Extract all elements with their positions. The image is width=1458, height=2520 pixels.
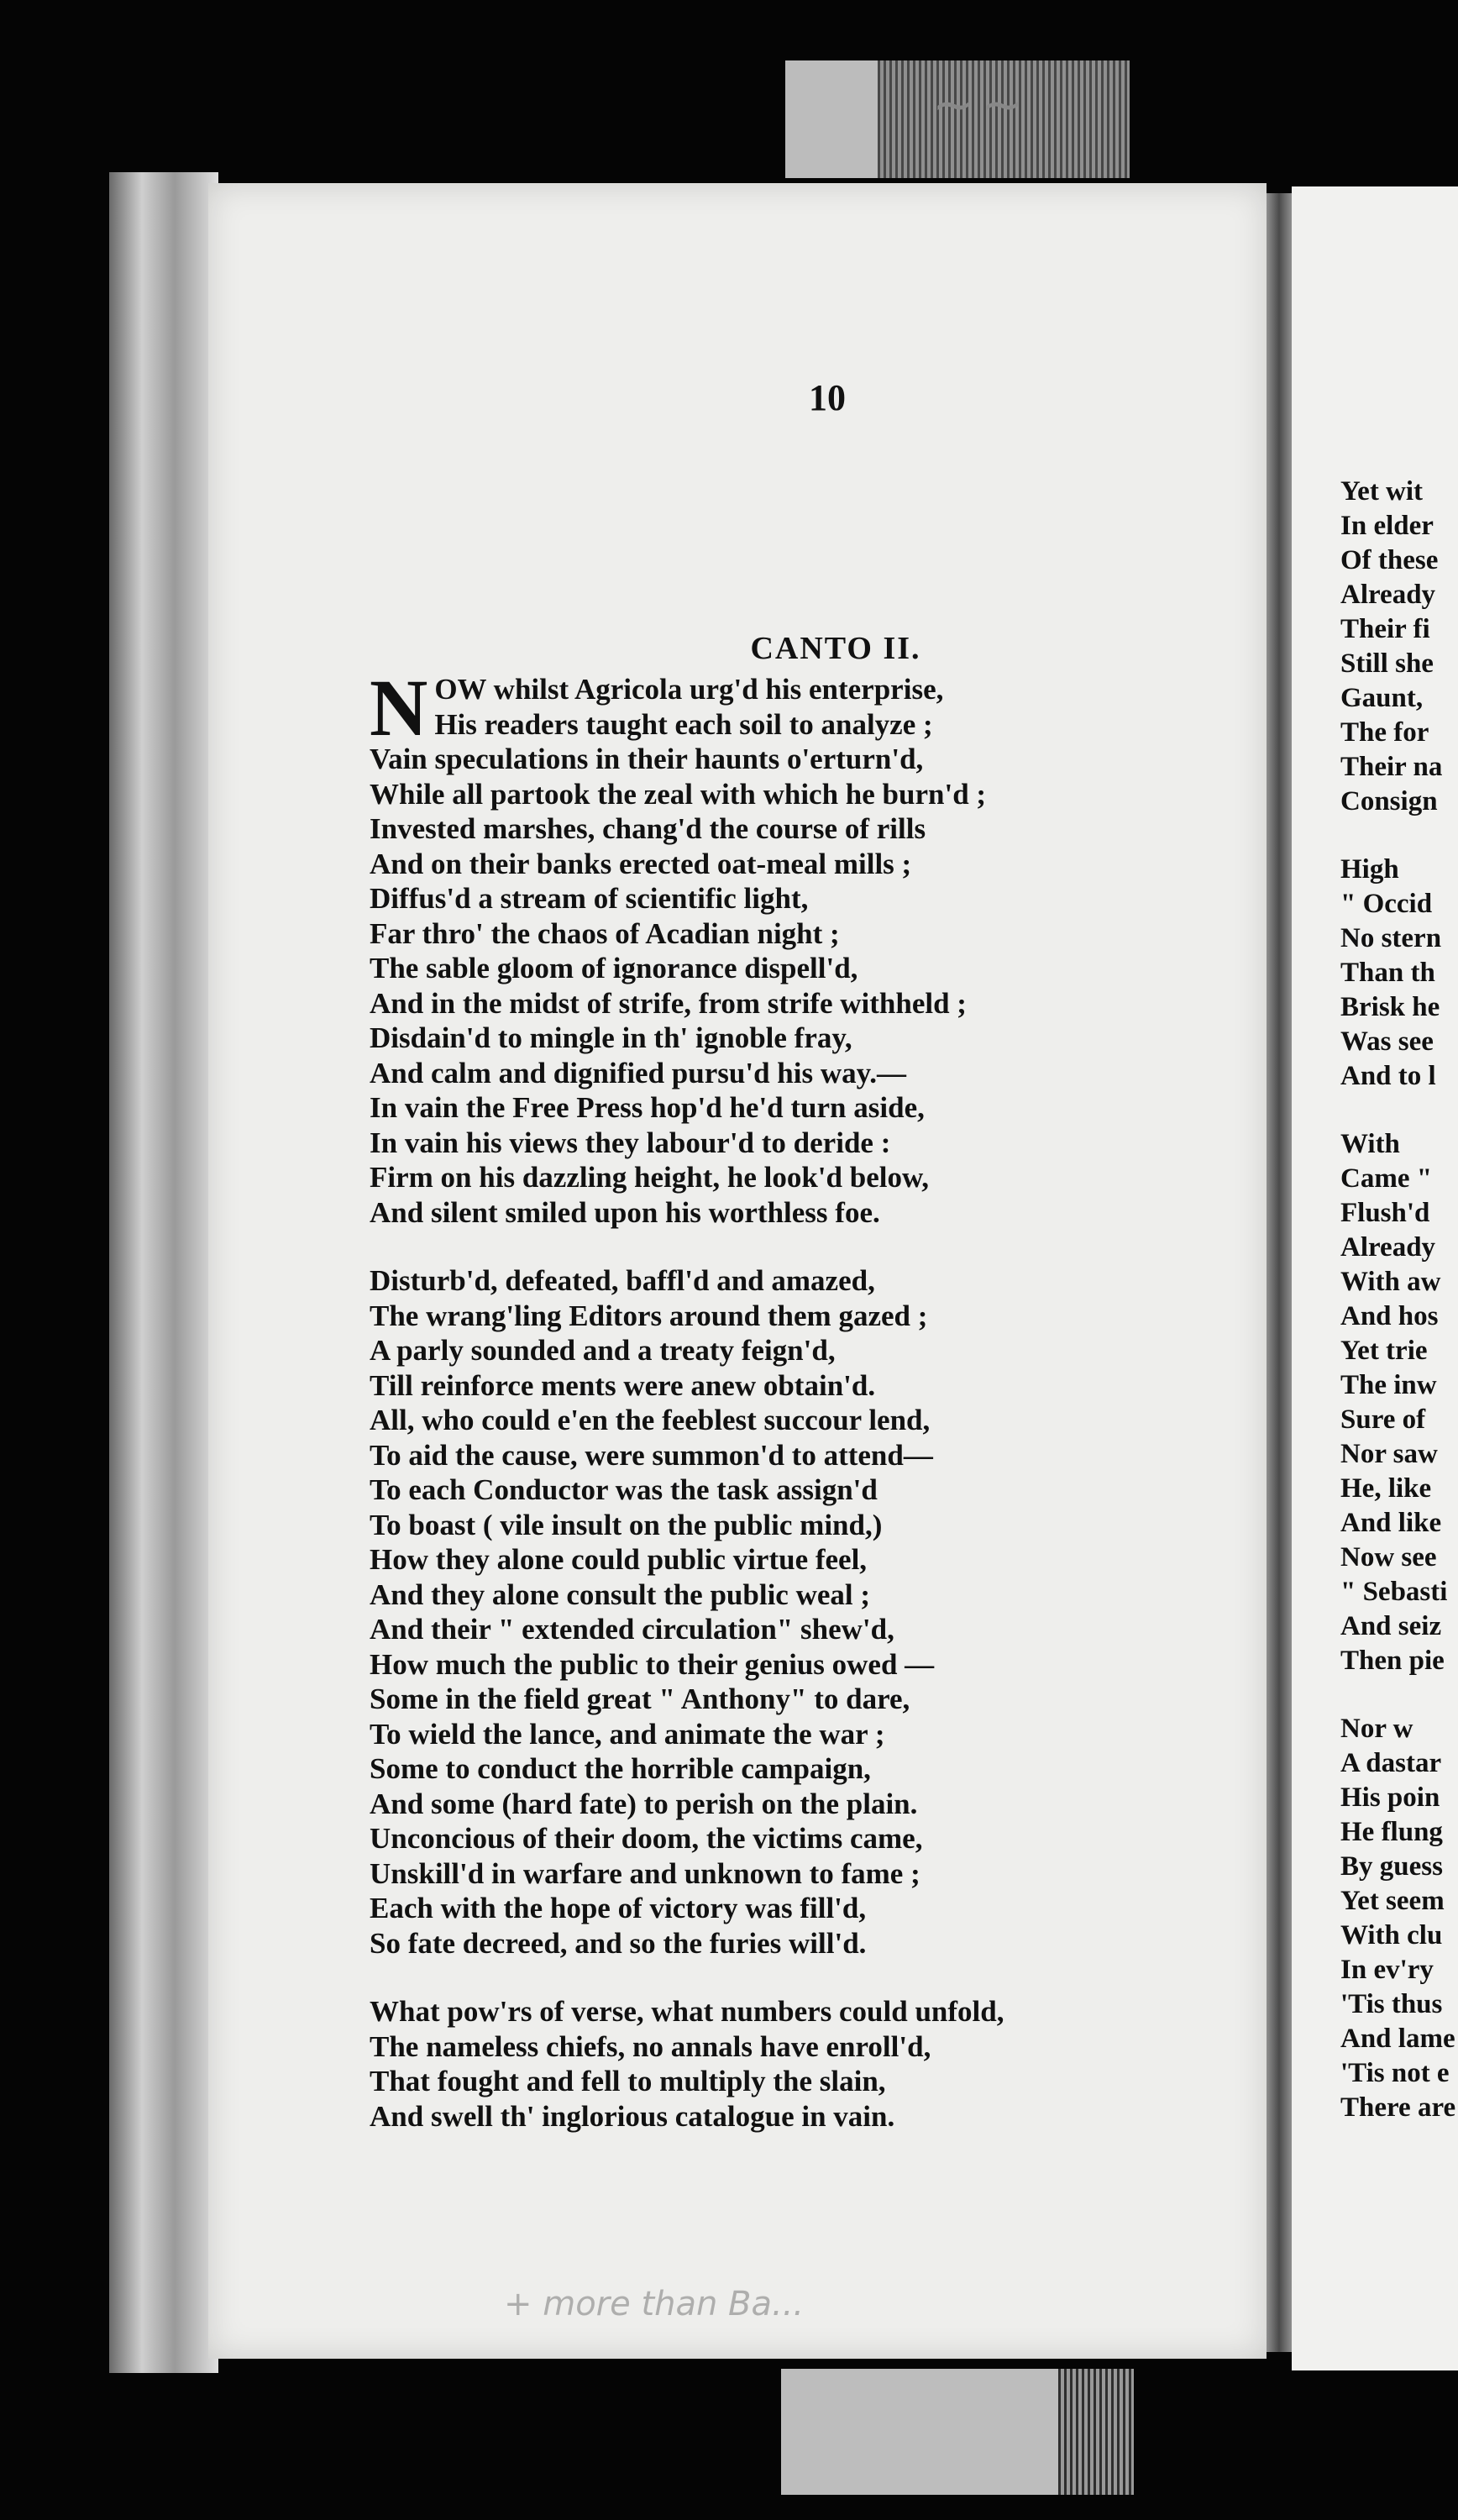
poem-line: And swell th' inglorious catalogue in vain.	[370, 2099, 895, 2133]
right-page-line: " Occid	[1340, 889, 1433, 919]
right-page-line: Was see	[1340, 1026, 1434, 1057]
right-page-line: Yet seem	[1340, 1886, 1445, 1916]
right-page-line: By guess	[1340, 1851, 1443, 1882]
page-number: 10	[809, 377, 846, 418]
right-page-line: Gaunt,	[1340, 683, 1424, 713]
stanza-gap	[1340, 819, 1458, 853]
poem-line: Some to conduct the horrible campaign,	[370, 1752, 871, 1785]
right-page-line: Than th	[1340, 958, 1435, 988]
right-page-line: Flush'd	[1340, 1198, 1430, 1228]
poem-line: A parly sounded and a treaty feign'd,	[370, 1334, 836, 1367]
poem-line: And their " extended circulation" shew'd,	[370, 1613, 894, 1646]
poem-line: And in the midst of strife, from strife withheld ;	[370, 986, 967, 1020]
poem-line: Invested marshes, chang'd the course of rills	[370, 812, 926, 845]
poem-line: How much the public to their genius owed —	[370, 1647, 935, 1681]
right-page-line: Nor w	[1340, 1714, 1413, 1744]
poem-line: Each with the hope of victory was fill'd,	[370, 1892, 867, 1924]
right-page-line: And lame	[1340, 2024, 1455, 2054]
right-page-line: With clu	[1340, 1920, 1443, 1950]
poem-line: In vain the Free Press hop'd he'd turn aside,	[370, 1091, 925, 1124]
right-page-line: He, like	[1340, 1473, 1432, 1504]
poem-line: And on their banks erected oat-meal mills ;	[370, 847, 912, 880]
poem-line: And silent smiled upon his worthless foe.	[370, 1195, 880, 1229]
right-page-line: Brisk he	[1340, 992, 1440, 1022]
poem-line: The sable gloom of ignorance dispell'd,	[370, 952, 858, 984]
right-page-line: Came "	[1340, 1163, 1433, 1194]
right-page-line: " Sebasti	[1340, 1577, 1448, 1607]
poem-line: Far thro' the chaos of Acadian night ;	[370, 916, 840, 950]
poem-line: Vain speculations in their haunts o'erturn'd,	[370, 743, 924, 775]
poem-line: Till reinforce ments were anew obtain'd.	[370, 1368, 876, 1402]
poem-line: The wrang'ling Editors around them gazed ;	[370, 1299, 928, 1332]
right-page-line: His poin	[1340, 1782, 1440, 1813]
poem-line: Unskill'd in warfare and unknown to fame ;	[370, 1856, 920, 1890]
book-gutter	[1267, 193, 1292, 2352]
right-page-line: Already	[1340, 1232, 1436, 1263]
right-page-line: Now see	[1340, 1542, 1437, 1572]
right-page-line: Nor saw	[1340, 1439, 1438, 1469]
poem-line: While all partook the zeal with which he burn'd ;	[370, 777, 987, 811]
right-page-line: The for	[1340, 717, 1429, 748]
poem-line: To each Conductor was the task assign'd	[370, 1473, 878, 1506]
right-page-line: Already	[1340, 580, 1436, 610]
dropcap: N	[370, 663, 428, 753]
right-page-line: Yet wit	[1340, 476, 1424, 507]
right-page-line: With	[1340, 1129, 1400, 1159]
top-pencil-mark: ~~	[932, 76, 1031, 134]
right-page-line: High	[1340, 854, 1399, 885]
right-page-line: Then pie	[1340, 1646, 1445, 1676]
right-page-line: And like	[1340, 1508, 1442, 1538]
right-page-line: Their fi	[1340, 614, 1430, 644]
poem-line: And calm and dignified pursu'd his way.—	[370, 1056, 906, 1089]
right-page-line: 'Tis not e	[1340, 2058, 1450, 2088]
poem-line: In vain his views they labour'd to deride :	[370, 1126, 891, 1159]
right-page-line: And to l	[1340, 1061, 1436, 1091]
right-page-line: In elder	[1340, 511, 1434, 541]
bottom-binding-tab	[781, 2369, 1134, 2495]
right-page-line: No stern	[1340, 923, 1442, 953]
poem-line: Firm on his dazzling height, he look'd below,	[370, 1161, 930, 1194]
right-page-text	[1340, 475, 1458, 2125]
poem-line: To boast ( vile insult on the public mind,)	[370, 1508, 883, 1541]
poem-line: Some in the field great " Anthony" to dare,	[370, 1683, 910, 1715]
right-page-line: Yet trie	[1340, 1336, 1428, 1366]
right-page-line: And seiz	[1340, 1611, 1442, 1641]
right-page-line: There are	[1340, 2092, 1456, 2123]
right-page-line: In ev'ry	[1340, 1955, 1434, 1985]
right-page-line: Sure of	[1340, 1404, 1426, 1435]
poem-line: Unconcious of their doom, the victims came,	[370, 1822, 923, 1855]
poem-line: All, who could e'en the feeblest succour lend,	[370, 1404, 931, 1436]
poem-line: The nameless chiefs, no annals have enroll'd,	[370, 2029, 931, 2063]
poem-line: So fate decreed, and so the furies will'd.	[370, 1926, 867, 1960]
handwritten-note: + more than Ba...	[504, 2285, 805, 2323]
poem-line: How they alone could public virtue feel,	[370, 1543, 868, 1576]
right-page-line: The inw	[1340, 1370, 1437, 1400]
right-page-line: Still she	[1340, 648, 1434, 679]
poem-line: To wield the lance, and animate the war ;	[370, 1717, 885, 1751]
poem-line: Diffus'd a stream of scientific light,	[370, 882, 809, 915]
page-edges	[109, 172, 218, 2373]
poem-text	[370, 663, 1260, 2134]
right-page-line: Consign	[1340, 786, 1438, 816]
poem-line: And they alone consult the public weal ;	[370, 1578, 871, 1611]
stanza-gap	[370, 1230, 1260, 1263]
right-page-line: Their na	[1340, 752, 1443, 782]
right-page-line: And hos	[1340, 1301, 1439, 1331]
right-page-line: A dastar	[1340, 1748, 1442, 1778]
stanza-gap	[1340, 1094, 1458, 1127]
stanza-gap	[1340, 1678, 1458, 1712]
poem-line: To aid the cause, were summon'd to attend—	[370, 1438, 933, 1472]
poem-line: And some (hard fate) to perish on the plain.	[370, 1787, 918, 1820]
bottom-binding-cloth	[1058, 2369, 1134, 2495]
poem-line: His readers taught each soil to analyze ;	[434, 707, 933, 741]
poem-line: Disturb'd, defeated, baffl'd and amazed,	[370, 1264, 875, 1297]
poem-line: What pow'rs of verse, what numbers could unfold,	[370, 1995, 1004, 2028]
poem-line: That fought and fell to multiply the slain,	[370, 2065, 886, 2097]
right-page-line: Of these	[1340, 545, 1439, 575]
right-page-line: 'Tis thus	[1340, 1989, 1443, 2019]
poem-line-text: OW whilst Agricola urg'd his enterprise,	[434, 673, 944, 706]
poem-line: Disdain'd to mingle in th' ignoble fray,	[370, 1021, 852, 1054]
stanza-gap	[370, 1961, 1260, 1994]
right-page-line: He flung	[1340, 1817, 1443, 1847]
canto-title: CANTO II.	[750, 631, 921, 666]
right-page-line: With aw	[1340, 1267, 1441, 1297]
